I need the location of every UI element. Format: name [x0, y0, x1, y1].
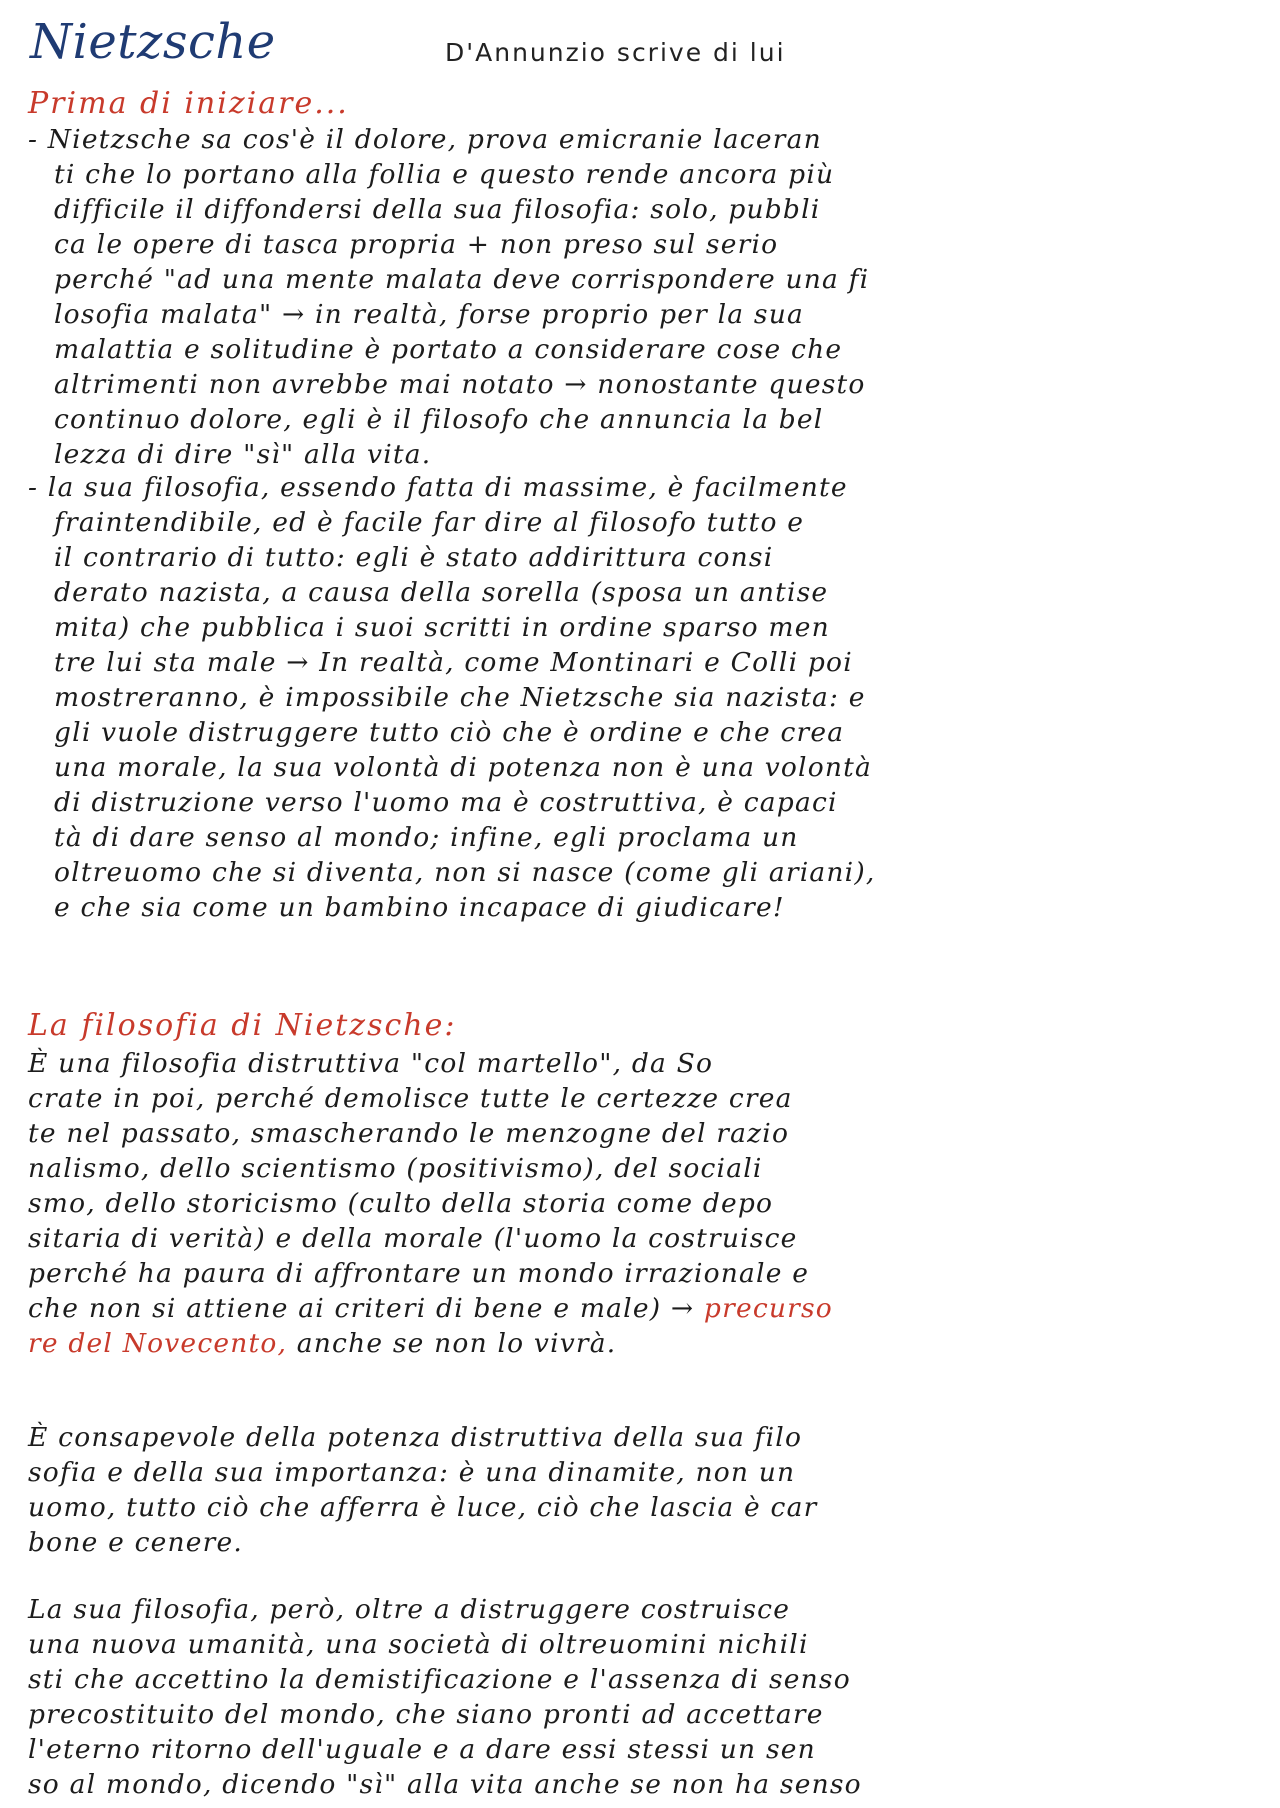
text-line: - la sua filosofia, essendo fatta di massime, è facilmente — [28, 472, 848, 503]
text-line: uomo, tutto ciò che afferra è luce, ciò che lascia è car — [28, 1492, 818, 1523]
text-line: fraintendibile, ed è facile far dire al filosofo tutto e — [54, 507, 805, 538]
text-line: perché "ad una mente malata deve corrispondere una fi — [54, 264, 870, 295]
text-line: precostituito del mondo, che siano pronti ad accettare — [28, 1699, 824, 1730]
text-line: lezza di dire "sì" alla vita. — [54, 439, 432, 470]
highlight-text: re del Novecento, — [28, 1328, 288, 1359]
text-line: mita) che pubblica i suoi scritti in ordine sparso men — [54, 612, 830, 643]
text-line: tà di dare senso al mondo; infine, egli proclama un — [54, 822, 799, 853]
text-line: oltreuomo che si diventa, non si nasce (come gli ariani), — [54, 857, 876, 888]
text-line: losofia malata" → in realtà, forse proprio per la sua — [54, 299, 804, 330]
text-line: una morale, la sua volontà di potenza non è una volontà — [54, 752, 873, 783]
text-line: l'eterno ritorno dell'uguale e a dare essi stessi un sen — [28, 1734, 816, 1765]
text-line: una nuova umanità, una società di oltreuomini nichili — [28, 1629, 809, 1660]
filosofia-paragraph-2 — [28, 1420, 1253, 1560]
text-line-mixed — [28, 1291, 1253, 1326]
text-line-mixed — [28, 1326, 1253, 1361]
text-line: malattia e solitudine è portato a considerare cose che — [54, 334, 843, 365]
text-line: ca le opere di tasca propria + non preso sul serio — [54, 229, 779, 260]
text-segment: anche se non lo vivrà. — [296, 1328, 617, 1359]
text-line: sofia e della sua importanza: è una dinamite, non un — [28, 1457, 796, 1488]
text-line: gli vuole distruggere tutto ciò che è ordine e che crea — [54, 717, 845, 748]
text-line: smo, dello storicismo (culto della storia come depo — [28, 1188, 774, 1219]
filosofia-paragraph-3 — [28, 1592, 1253, 1802]
text-line: sti che accettino la demistificazione e l'assenza di senso — [28, 1664, 851, 1695]
text-segment: che non si attiene ai criteri di bene e male) → — [28, 1293, 695, 1324]
text-line: nalismo, dello scientismo (positivismo), del sociali — [28, 1153, 763, 1184]
text-line: mostreranno, è impossibile che Nietzsche sia nazista: e — [54, 682, 866, 713]
text-line: so al mondo, dicendo "sì" alla vita anche se non ha senso — [28, 1769, 862, 1800]
text-line: - Nietzsche sa cos'è il dolore, prova emicranie laceran — [28, 124, 822, 155]
section-heading-filosofia: La filosofia di Nietzsche: — [28, 1008, 457, 1043]
page-title: Nietzsche — [30, 14, 276, 70]
text-line: ti che lo portano alla follia e questo rende ancora più — [54, 159, 835, 190]
text-line: altrimenti non avrebbe mai notato → nonostante questo — [54, 369, 866, 400]
section-heading-intro: Prima di iniziare... — [28, 86, 349, 121]
text-line: derato nazista, a causa della sorella (sposa un antise — [54, 577, 829, 608]
text-line: difficile il diffondersi della sua filosofia: solo, pubbli — [54, 194, 821, 225]
text-line: e che sia come un bambino incapace di giudicare! — [54, 892, 785, 923]
text-line: bone e cenere. — [28, 1527, 244, 1558]
text-line: sitaria di verità) e della morale (l'uomo la costruisce — [28, 1223, 798, 1254]
text-line: te nel passato, smascherando le menzogne del razio — [28, 1118, 790, 1149]
text-line: il contrario di tutto: egli è stato addirittura consi — [54, 542, 774, 573]
text-line: crate in poi, perché demolisce tutte le certezze crea — [28, 1083, 793, 1114]
highlight-text: precurso — [703, 1293, 833, 1324]
text-line: perché ha paura di affrontare un mondo irrazionale e — [28, 1258, 810, 1289]
filosofia-paragraph-1 — [28, 1046, 1253, 1361]
text-line: di distruzione verso l'uomo ma è costruttiva, è capaci — [54, 787, 838, 818]
intro-paragraph-2 — [28, 470, 1253, 925]
text-line: continuo dolore, egli è il filosofo che annuncia la bel — [54, 404, 824, 435]
text-line: tre lui sta male → In realtà, come Montinari e Colli poi — [54, 647, 853, 678]
text-line: La sua filosofia, però, oltre a distruggere costruisce — [28, 1594, 791, 1625]
text-line: È consapevole della potenza distruttiva della sua filo — [28, 1422, 803, 1453]
text-line: È una filosofia distruttiva "col martello", da So — [28, 1048, 714, 1079]
intro-paragraph-1 — [28, 122, 1253, 472]
page-subtitle: D'Annunzio scrive di lui — [445, 38, 786, 67]
